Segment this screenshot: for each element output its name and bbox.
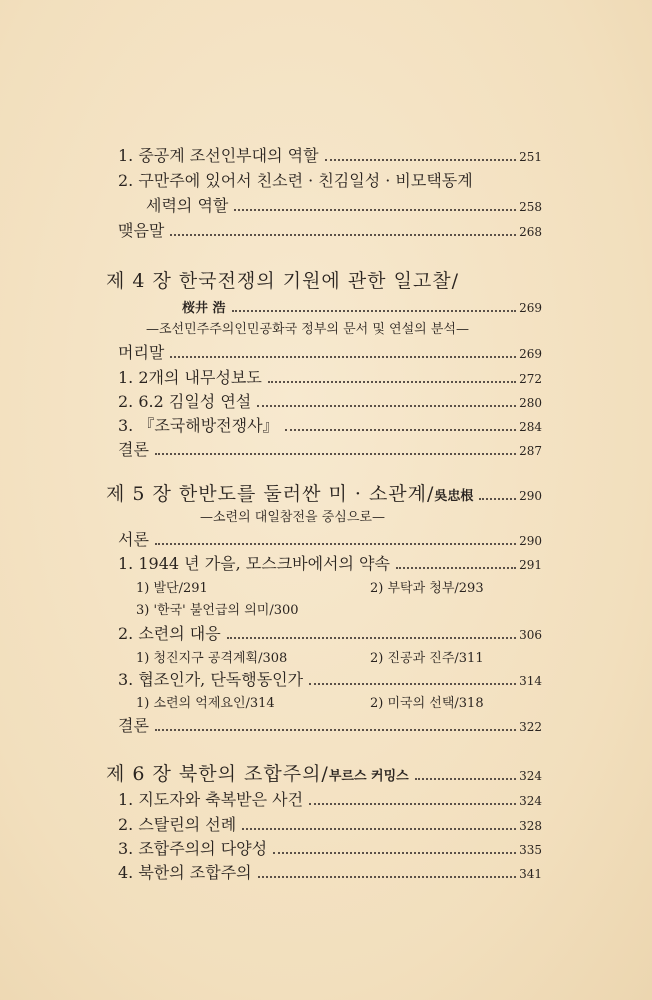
dot-leader: [268, 381, 516, 383]
toc-page-number: 251: [519, 150, 542, 164]
toc-entry-title: 2. 6.2 김일성 연설: [118, 392, 252, 411]
dot-leader: [309, 683, 516, 685]
toc-entry-title: 1. 2개의 내무성보도: [118, 368, 262, 387]
toc-page-number: 269: [519, 301, 542, 315]
dot-leader: [242, 828, 516, 830]
chapter-heading: [106, 271, 542, 291]
dot-leader: [273, 852, 516, 854]
toc-entry-title: 1. 지도자와 축복받은 사건: [118, 790, 304, 809]
chapter-title: 제 5 장 한반도를 둘러싼 미 · 소관계/: [106, 483, 435, 505]
toc-entry: [118, 221, 542, 242]
toc-page-number: 324: [519, 769, 542, 783]
toc-entry-title: 서론: [118, 530, 149, 549]
dot-leader: [258, 876, 516, 878]
dot-leader: [227, 637, 516, 639]
toc-subentry: 2) 진공과 진주/311: [370, 651, 484, 666]
toc-entry-title: 1. 중공계 조선인부대의 역할: [118, 146, 319, 165]
toc-subentry: 2) 부탁과 청부/293: [370, 581, 484, 596]
toc-entry-title: 맺음말: [118, 221, 165, 240]
dot-leader: [155, 543, 516, 545]
toc-page-number: 314: [519, 674, 542, 688]
toc-entry: [118, 368, 542, 389]
toc-entry-title: 2. 소련의 대응: [118, 624, 221, 643]
toc-entry-title: 4. 북한의 조합주의: [118, 863, 252, 882]
toc-page-number: 258: [519, 200, 542, 214]
chapter-author: 桜井 浩: [182, 301, 226, 316]
toc-page-number: 272: [519, 372, 542, 386]
dot-leader: [285, 429, 517, 431]
toc-page-number: 269: [519, 347, 542, 361]
toc-page-number: 280: [519, 396, 542, 410]
dot-leader: [170, 234, 516, 236]
chapter-subtitle: [200, 508, 542, 528]
dot-leader: [396, 567, 516, 569]
dot-leader: [257, 405, 516, 407]
toc-page-number: 324: [519, 794, 542, 808]
dot-leader: [155, 453, 516, 455]
toc-entry: [118, 815, 542, 836]
chapter-subtitle-text: —소련의 대일참전을 중심으로—: [200, 510, 385, 525]
toc-entry: [118, 343, 542, 364]
toc-entry: [118, 790, 542, 811]
chapter-title: 제 6 장 북한의 조합주의/: [106, 763, 329, 785]
dot-leader: [325, 159, 517, 161]
toc-entry: [118, 716, 542, 737]
toc-entry-title: 2. 스탈린의 선례: [118, 815, 237, 834]
toc-subentry: 1) 청진지구 공격계획/308: [136, 651, 288, 666]
toc-page-number: 306: [519, 628, 542, 642]
toc-entry: [118, 530, 542, 551]
dot-leader: [479, 498, 516, 500]
chapter-heading: [106, 484, 542, 507]
toc-entry-title: 결론: [118, 440, 149, 459]
chapter-title: 제 4 장 한국전쟁의 기원에 관한 일고찰/: [106, 270, 460, 292]
toc-entry-title: 세력의 역할: [146, 196, 229, 215]
toc-entry: [118, 554, 542, 575]
chapter-author: 吳忠根: [434, 489, 474, 504]
toc-subentry: 2) 미국의 선택/318: [370, 696, 484, 711]
toc-entry-title: 3. 『조국해방전쟁사』: [118, 416, 279, 435]
toc-entry-title: 2. 구만주에 있어서 친소련 · 친김일성 · 비모택동계: [118, 171, 473, 190]
chapter-author: 부르스 커밍스: [328, 769, 409, 784]
dot-leader: [234, 209, 516, 211]
toc-entry: [182, 298, 542, 319]
dot-leader: [155, 729, 516, 731]
toc-page-number: 290: [519, 489, 542, 503]
toc-entry: [118, 670, 542, 691]
toc-subentry: 1) 소련의 억제요인/314: [136, 696, 275, 711]
toc-entry: [118, 863, 542, 884]
chapter-subtitle: [146, 320, 542, 340]
toc-page-number: 287: [519, 444, 542, 458]
toc-entry: [118, 416, 542, 437]
toc-page-number: 335: [519, 843, 542, 857]
chapter-subtitle-text: —조선민주주의인민공화국 정부의 문서 및 연설의 분석—: [146, 322, 469, 337]
toc-entry-title: 머리말: [118, 343, 165, 362]
toc-entry-title: 3. 협조인가, 단독행동인가: [118, 670, 304, 689]
toc-entry: [118, 171, 542, 191]
toc-entry-title: 1. 1944 년 가을, 모스크바에서의 약속: [118, 554, 390, 573]
toc-subentry: 1) 발단/291: [136, 581, 208, 596]
toc-entry-title: 3. 조합주의의 다양성: [118, 839, 268, 858]
toc-entry: [118, 624, 542, 645]
toc-entry: [118, 146, 542, 167]
chapter-heading: [106, 764, 542, 787]
toc-entry: [146, 196, 542, 217]
dot-leader: [232, 310, 517, 312]
toc-entry-title: 결론: [118, 716, 149, 735]
dot-leader: [170, 356, 516, 358]
dot-leader: [415, 778, 516, 780]
toc-subentry: 3) '한국' 불언급의 의미/300: [136, 603, 299, 618]
toc-page-number: 290: [519, 534, 542, 548]
toc-page-number: 322: [519, 720, 542, 734]
toc-page-number: 328: [519, 819, 542, 833]
dot-leader: [309, 803, 516, 805]
toc-entry: [118, 440, 542, 461]
toc-entry: [118, 839, 542, 860]
toc-page-number: 341: [519, 867, 542, 881]
toc-entry: [118, 392, 542, 413]
toc-page-number: 268: [519, 225, 542, 239]
toc-page-number: 291: [519, 558, 542, 572]
toc-page-number: 284: [519, 420, 542, 434]
